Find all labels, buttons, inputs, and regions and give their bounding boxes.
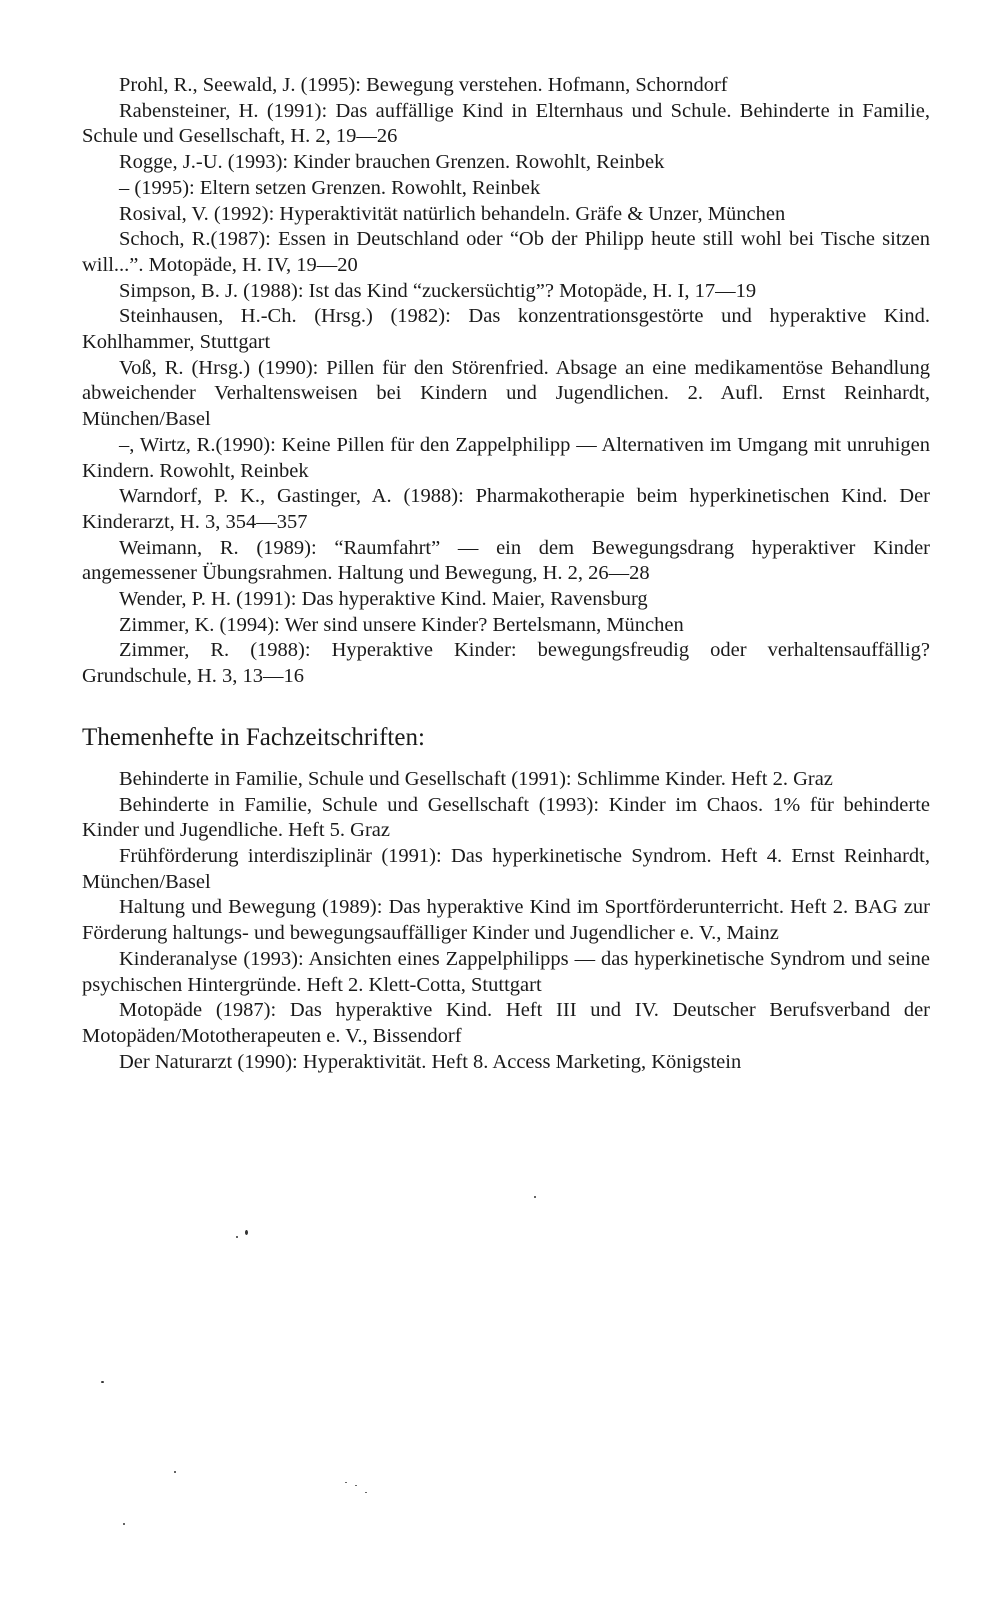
reference-entry: Steinhausen, H.-Ch. (Hrsg.) (1982): Das konzentrationsgestörte und hyperaktive Kind. Kohlhammer, Stuttgart (82, 305, 930, 354)
journal-issue-entry: Der Naturarzt (1990): Hyperaktivität. Heft 8. Access Marketing, Königstein (119, 1050, 742, 1073)
scan-speck (365, 1492, 367, 1493)
journal-issue-entry: Kinderanalyse (1993): Ansichten eines Zappelphilipps — das hyperkinetische Syndrom und seine psychischen Hintergründe. Heft 2. Klett-Cotta, Stuttgart (82, 947, 930, 996)
scan-speck (174, 1471, 176, 1473)
reference-list (82, 73, 930, 690)
reference-entry: Rosival, V. (1992): Hyperaktivität natürlich behandeln. Gräfe & Unzer, München (119, 202, 786, 225)
journal-issue-entry: Haltung und Bewegung (1989): Das hyperaktive Kind im Sportförderunterricht. Heft 2. BAG zur Förderung haltungs- und bewegungsauffälliger Kinder und Jugendlicher e. V., Mainz (82, 896, 930, 945)
scan-speck (123, 1523, 125, 1525)
scan-speck (534, 1196, 536, 1198)
journal-issue-entry: Behinderte in Familie, Schule und Gesellschaft (1993): Kinder im Chaos. 1% für behinderte Kinder und Jugendliche. Heft 5. Graz (82, 793, 930, 842)
reference-entry: Voß, R. (Hrsg.) (1990): Pillen für den Störenfried. Absage an eine medikamentöse Behandlung abweichender Verhaltensweisen bei Kindern und Jugendlichen. 2. Aufl. Ernst Reinhardt, München/Basel (82, 356, 930, 431)
scan-speck (245, 1230, 248, 1235)
reference-entry: – (1995): Eltern setzen Grenzen. Rowohlt, Reinbek (119, 176, 541, 199)
reference-entry: Wender, P. H. (1991): Das hyperaktive Kind. Maier, Ravensburg (119, 588, 648, 611)
reference-entry: Rabensteiner, H. (1991): Das auffällige Kind in Elternhaus und Schule. Behinderte in Familie, Schule und Gesellschaft, H. 2, 19—26 (82, 99, 930, 148)
reference-entry: Weimann, R. (1989): “Raumfahrt” — ein dem Bewegungsdrang hyperaktiver Kinder angemessener Übungsrahmen. Haltung und Bewegung, H. 2, 26—28 (82, 536, 930, 585)
reference-entry: Schoch, R.(1987): Essen in Deutschland oder “Ob der Philipp heute still wohl bei Tische sitzen will...”. Motopäde, H. IV, 19—20 (82, 228, 930, 276)
page-content (82, 73, 930, 1075)
journal-issue-entry: Behinderte in Familie, Schule und Gesellschaft (1991): Schlimme Kinder. Heft 2. Graz (119, 767, 833, 790)
reference-entry: Warndorf, P. K., Gastinger, A. (1988): Pharmakotherapie beim hyperkinetischen Kind. Der Kinderarzt, H. 3, 354—357 (82, 485, 930, 533)
journal-issue-list (82, 767, 930, 1075)
reference-entry: Zimmer, K. (1994): Wer sind unsere Kinder? Bertelsmann, München (119, 613, 684, 636)
section-heading: Themenhefte in Fachzeitschriften: (82, 723, 425, 751)
scan-speck (345, 1482, 347, 1483)
reference-entry: Rogge, J.-U. (1993): Kinder brauchen Grenzen. Rowohlt, Reinbek (119, 151, 665, 174)
journal-issue-entry: Motopäde (1987): Das hyperaktive Kind. Heft III und IV. Deutscher Berufsverband der Motopäden/Mototherapeuten e. V., Bissendorf (82, 999, 930, 1047)
scan-speck (101, 1381, 104, 1383)
reference-entry: Zimmer, R. (1988): Hyperaktive Kinder: bewegungsfreudig oder verhaltensauffällig? Grundschule, H. 3, 13—16 (82, 639, 930, 688)
journal-issue-entry: Frühförderung interdisziplinär (1991): Das hyperkinetische Syndrom. Heft 4. Ernst Reinhardt, München/Basel (82, 844, 930, 893)
reference-entry: –, Wirtz, R.(1990): Keine Pillen für den Zappelphilipp — Alternativen im Umgang mit unruhigen Kindern. Rowohlt, Reinbek (82, 433, 930, 482)
scan-speck (236, 1236, 238, 1238)
reference-entry: Simpson, B. J. (1988): Ist das Kind “zuckersüchtig”? Motopäde, H. I, 17—19 (119, 279, 757, 302)
scan-speck (355, 1485, 357, 1486)
reference-entry: Prohl, R., Seewald, J. (1995): Bewegung verstehen. Hofmann, Schorndorf (119, 74, 728, 96)
